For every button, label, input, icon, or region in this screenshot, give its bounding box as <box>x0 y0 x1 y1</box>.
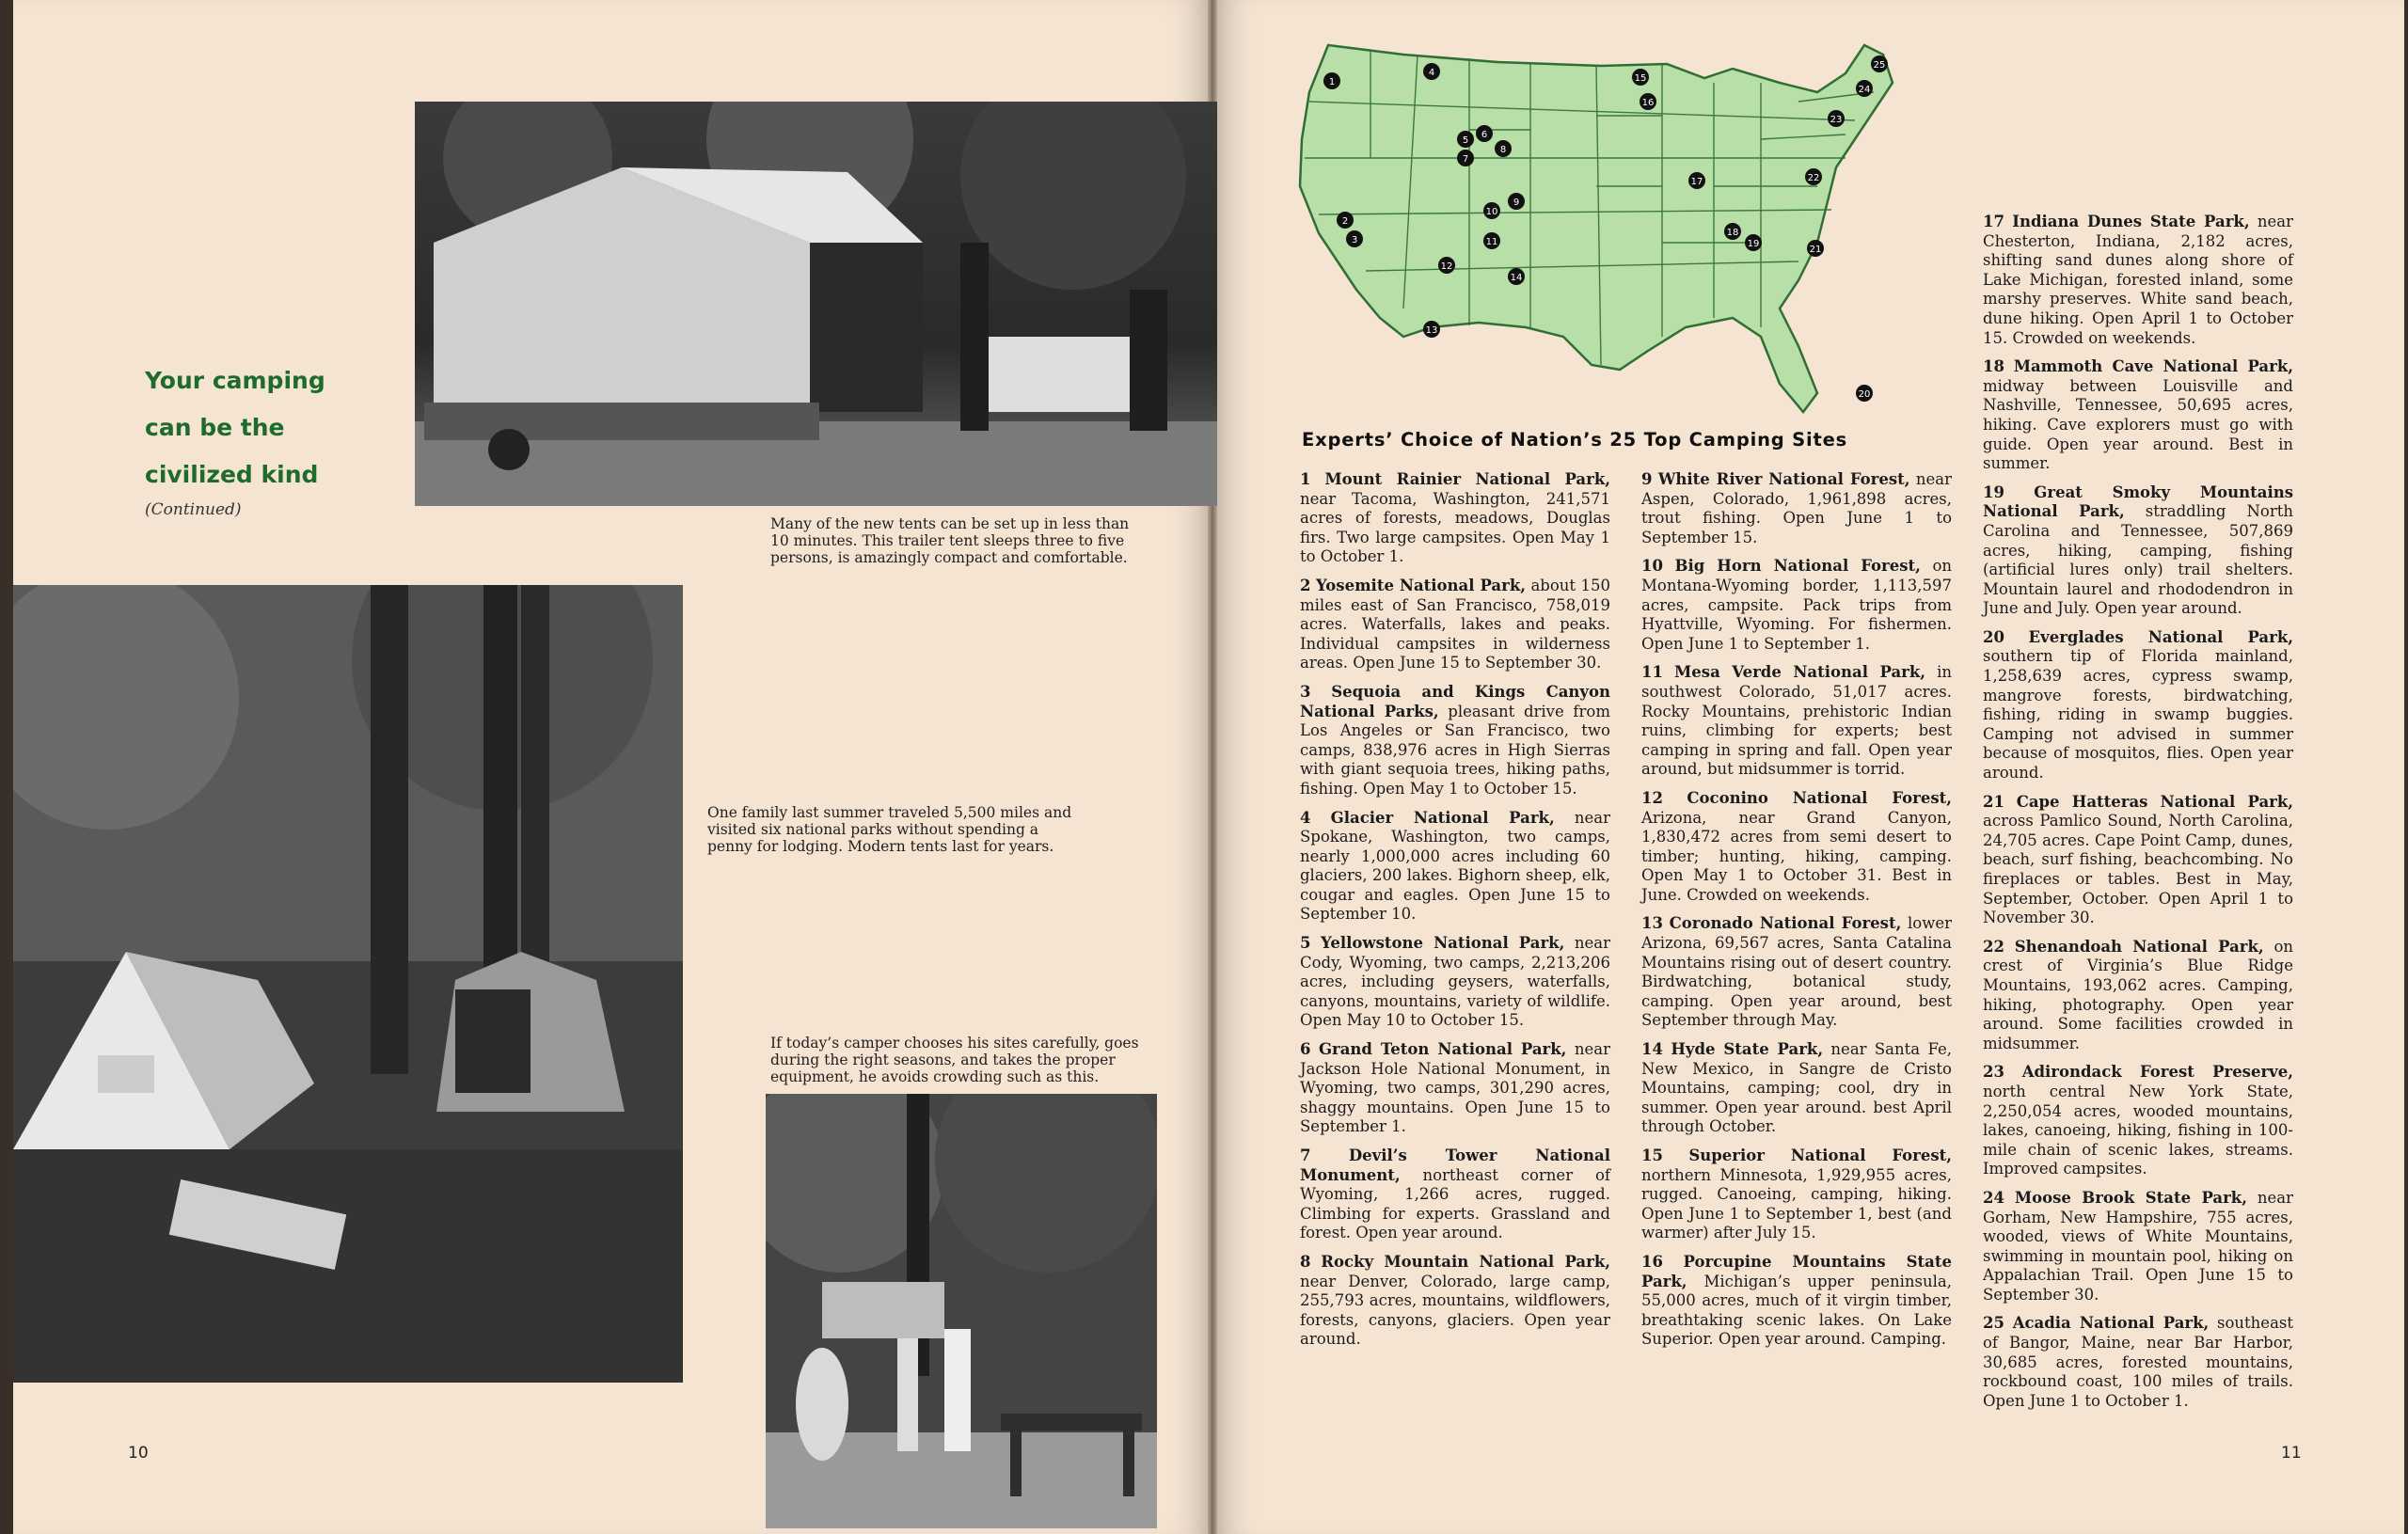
site-entry-10 <box>1641 557 1952 654</box>
site-entry-15 <box>1641 1147 1952 1243</box>
map-marker-10 <box>1483 202 1500 219</box>
site-entry-8 <box>1300 1253 1610 1350</box>
map-marker-3 <box>1346 230 1363 247</box>
map-marker-7 <box>1457 150 1474 166</box>
site-description: near Spokane, Washington, two camps, nearly 1,000,000 acres including 60 glaciers, 200 lakes. Bighorn sheep, elk, cougar and eagles. Open June 15 to September 10. <box>1300 808 1610 924</box>
site-entry-19 <box>1983 483 2293 619</box>
site-description: Arizona, near Grand Canyon, 1,830,472 acres from semi desert to timber; hunting, hiking, camping. Open May 1 to October 31. Best in June. Crowded on weekends. <box>1641 808 1952 904</box>
map-marker-label: 19 <box>1747 239 1760 249</box>
site-number: 11 <box>1641 663 1663 682</box>
headline-line-2: can be the <box>145 414 285 441</box>
map-marker-15 <box>1632 69 1649 86</box>
map-marker-8 <box>1495 140 1512 157</box>
trailer-tent-caption: Many of the new tents can be set up in less than 10 minutes. This trailer tent sleeps three to five persons, is amazingly compact and comfortable. <box>770 515 1130 566</box>
site-number: 6 <box>1300 1040 1311 1059</box>
map-marker-13 <box>1423 321 1440 338</box>
site-number: 5 <box>1300 934 1311 953</box>
site-entry-9 <box>1641 470 1952 547</box>
site-name: Acadia National Park, <box>2012 1314 2210 1333</box>
trailer-tent-photo <box>415 102 1226 506</box>
site-name: Grand Teton National Park, <box>1318 1040 1567 1059</box>
site-description: southern tip of Florida mainland, 1,258,639 acres, cypress swamp, mangrove forests, birdwatching, fishing, riding in swamp buggies. Camping not advised in summer because of mosquitos, flies. Open year around. <box>1983 647 2293 783</box>
map-marker-label: 22 <box>1807 173 1820 183</box>
site-description: Michigan’s upper peninsula, 55,000 acres, much of it virgin timber, breathtaking scenic lakes. On Lake Superior. Open year around. Camping. <box>1641 1272 1952 1349</box>
site-name: Mount Rainier National Park, <box>1324 470 1610 488</box>
site-number: 2 <box>1300 576 1311 594</box>
site-number: 17 <box>1983 213 2004 230</box>
site-entry-3 <box>1300 683 1610 799</box>
site-description: near Cody, Wyoming, two camps, 2,213,206 acres, including geysers, waterfalls, canyons, mountains, variety of wildlife. Open May 10 to October 15. <box>1300 934 1610 1030</box>
site-number: 3 <box>1300 682 1311 701</box>
site-number: 9 <box>1641 470 1653 488</box>
map-marker-label: 5 <box>1462 135 1469 146</box>
map-marker-label: 1 <box>1328 77 1336 87</box>
site-entry-18 <box>1983 357 2293 474</box>
site-name: Great Smoky Mountains National Park, <box>1983 482 2293 521</box>
site-entry-11 <box>1641 663 1952 780</box>
site-entry-5 <box>1300 934 1610 1031</box>
site-description: about 150 miles east of San Francisco, 758,019 acres. Waterfalls, lakes and peaks. Individual campsites in wilderness areas. Open June 15 to September 30. <box>1300 576 1611 672</box>
map-marker-16 <box>1640 93 1656 110</box>
site-number: 16 <box>1641 1252 1663 1271</box>
map-marker-12 <box>1438 257 1455 274</box>
map-marker-label: 9 <box>1513 198 1520 208</box>
site-description: northeast corner of Wyoming, 1,266 acres, rugged. Climbing for experts. Grassland and forest. Open year around. <box>1300 1165 1610 1242</box>
site-number: 18 <box>1983 357 2004 376</box>
site-number: 21 <box>1983 792 2004 811</box>
map-marker-label: 8 <box>1499 145 1507 155</box>
site-number: 1 <box>1300 470 1311 488</box>
map-marker-label: 25 <box>1873 60 1886 71</box>
map-marker-label: 11 <box>1485 237 1498 247</box>
site-name: Big Horn National Forest, <box>1674 557 1921 576</box>
site-entry-22 <box>1983 938 2293 1054</box>
site-description: near Gorham, New Hampshire, 755 acres, wooded, views of White Mountains, swimming in mountain pool, hiking on Appalachian Trail. Open June 15 to September 30. <box>1983 1188 2293 1304</box>
site-name: Moose Brook State Park, <box>2014 1188 2247 1207</box>
site-number: 10 <box>1641 557 1663 576</box>
site-entry-17 <box>1983 213 2293 348</box>
site-number: 15 <box>1641 1147 1663 1164</box>
site-description: northern Minnesota, 1,929,955 acres, rugged. Canoeing, camping, hiking. Open June 1 to September 1, best (and warmer) after July 15. <box>1641 1165 1952 1242</box>
map-marker-2 <box>1337 212 1354 229</box>
map-marker-label: 14 <box>1510 273 1523 283</box>
headline-line-3: civilized kind <box>145 461 319 488</box>
site-number: 12 <box>1641 788 1663 807</box>
article-headline <box>145 357 325 521</box>
section-title: Experts’ Choice of Nation’s 25 Top Camping Sites <box>1302 429 1848 451</box>
map-marker-5 <box>1457 131 1474 148</box>
site-name: Sequoia and Kings Canyon National Parks, <box>1300 682 1610 720</box>
site-description: near Santa Fe, New Mexico, in Sangre de Cristo Mountains, camping; cool, dry in summer. Open year around. best April through October. <box>1641 1040 1953 1136</box>
map-marker-label: 2 <box>1341 216 1349 227</box>
crowded-campsite-photo <box>766 1094 1157 1528</box>
site-name: Yosemite National Park, <box>1315 576 1526 594</box>
site-name: Porcupine Mountains State Park, <box>1641 1252 1952 1290</box>
site-entry-16 <box>1641 1253 1952 1350</box>
site-name: Glacier National Park, <box>1330 808 1555 827</box>
site-name: White River National Forest, <box>1657 470 1910 488</box>
site-description: near Aspen, Colorado, 1,961,898 acres, trout fishing. Open June 1 to September 15. <box>1641 470 1952 546</box>
site-name: Everglades National Park, <box>2028 627 2293 646</box>
site-description: north central New York State, 2,250,054 acres, wooded mountains, lakes, canoeing, hiking, fishing in 100-mile chain of scenic lakes, streams. Improved campsites. <box>1983 1082 2293 1178</box>
site-name: Indiana Dunes State Park, <box>2012 213 2250 230</box>
site-number: 24 <box>1983 1188 2004 1207</box>
sites-column-3 <box>1983 213 2293 1420</box>
map-marker-21 <box>1807 240 1824 257</box>
site-name: Adirondack Forest Preserve, <box>2021 1063 2293 1082</box>
site-entry-23 <box>1983 1063 2293 1179</box>
site-number: 25 <box>1983 1314 2004 1333</box>
page-number-right: 11 <box>2281 1444 2302 1463</box>
site-description: near Jackson Hole National Monument, in Wyoming, two camps, 301,290 acres, shaggy mountains. Open June 15 to September 1. <box>1300 1040 1611 1136</box>
site-name: Rocky Mountain National Park, <box>1321 1252 1610 1271</box>
map-marker-18 <box>1724 223 1741 240</box>
map-marker-label: 4 <box>1428 68 1435 78</box>
site-description: on crest of Virginia’s Blue Ridge Mountains, 193,062 acres. Camping, hiking, photography. Open year around. Some facilities crowded in midsummer. <box>1983 937 2293 1052</box>
site-description: lower Arizona, 69,567 acres, Santa Catalina Mountains rising out of desert country. Birdwatching, botanical study, camping. Open year around, best September through May. <box>1641 914 1952 1030</box>
site-description: pleasant drive from Los Angeles or San Francisco, two camps, 838,976 acres in High Sierras with giant sequoia trees, hiking paths, fishing. Open May 1 to October 15. <box>1300 702 1610 798</box>
site-entry-14 <box>1641 1040 1952 1137</box>
site-number: 19 <box>1983 482 2004 501</box>
headline-line-1: Your camping <box>145 367 325 394</box>
site-name: Coronado National Forest, <box>1669 914 1902 933</box>
site-description: across Pamlico Sound, North Carolina, 24,705 acres. Cape Point Camp, dunes, beach, surf fishing, beachcombing. No fireplaces or tables. Best in May, September, October. Open April 1 to November 30. <box>1983 812 2293 927</box>
site-description: near Tacoma, Washington, 241,571 acres of forests, meadows, Douglas firs. Two large campsites. Open May 1 to October 1. <box>1300 489 1610 566</box>
map-marker-label: 23 <box>1830 115 1843 125</box>
us-camping-sites-map <box>1291 26 1908 421</box>
map-marker-24 <box>1856 80 1873 97</box>
site-description: straddling North Carolina and Tennessee, 507,869 acres, hiking, camping, fishing (artificial lures only) trail shelters. Mountain laurel and rhododendron in June and July. Open year around. <box>1983 502 2293 618</box>
map-marker-label: 16 <box>1641 98 1655 108</box>
site-name: Devil’s Tower National Monument, <box>1300 1147 1610 1184</box>
map-marker-19 <box>1745 234 1762 251</box>
site-number: 8 <box>1300 1252 1311 1271</box>
map-marker-label: 21 <box>1809 245 1822 255</box>
map-marker-25 <box>1871 55 1888 72</box>
crowding-caption: If today’s camper chooses his sites carefully, goes during the right seasons, and takes the proper equipment, he avoids crowding such as this. <box>770 1035 1139 1085</box>
sites-column-2 <box>1641 470 1952 1359</box>
site-description: near Chesterton, Indiana, 2,182 acres, shifting sand dunes along shore of Lake Michigan, forested inland, some marshy preserves. White sand beach, dune hiking. Open April 1 to October 15. Crowded on weekends. <box>1983 213 2293 347</box>
map-marker-1 <box>1323 72 1340 89</box>
map-marker-label: 17 <box>1690 177 1703 187</box>
map-marker-label: 7 <box>1462 154 1469 165</box>
site-entry-21 <box>1983 793 2293 928</box>
site-name: Mammoth Cave National Park, <box>2013 357 2293 376</box>
site-number: 13 <box>1641 914 1663 933</box>
map-marker-label: 20 <box>1858 389 1871 400</box>
family-caption: One family last summer traveled 5,500 miles and visited six national parks without spending a penny for lodging. Modern tents last for years. <box>707 804 1072 855</box>
site-name: Cape Hatteras National Park, <box>2016 792 2294 811</box>
site-number: 7 <box>1300 1147 1311 1164</box>
map-marker-6 <box>1476 125 1493 142</box>
page-number-left: 10 <box>128 1444 149 1463</box>
map-marker-11 <box>1483 232 1500 249</box>
site-number: 22 <box>1983 937 2004 956</box>
site-description: on Montana-Wyoming border, 1,113,597 acres, campsite. Pack trips from Hyattville, Wyoming. For fishermen. Open June 1 to September 1. <box>1641 557 1952 653</box>
site-entry-25 <box>1983 1314 2293 1411</box>
map-marker-label: 15 <box>1634 73 1647 84</box>
map-marker-17 <box>1688 172 1705 189</box>
map-marker-20 <box>1856 385 1873 402</box>
site-entry-1 <box>1300 470 1610 567</box>
site-name: Yellowstone National Park, <box>1321 934 1565 953</box>
site-name: Mesa Verde National Park, <box>1674 663 1926 682</box>
site-entry-2 <box>1300 577 1610 673</box>
site-entry-24 <box>1983 1189 2293 1305</box>
map-marker-label: 24 <box>1858 85 1871 95</box>
site-name: Superior National Forest, <box>1688 1147 1953 1164</box>
site-number: 4 <box>1300 808 1311 827</box>
map-marker-label: 10 <box>1485 207 1498 217</box>
map-marker-label: 3 <box>1351 235 1358 245</box>
map-marker-22 <box>1805 168 1822 185</box>
site-entry-20 <box>1983 628 2293 783</box>
map-marker-label: 12 <box>1440 261 1453 272</box>
site-number: 14 <box>1641 1040 1663 1059</box>
map-marker-4 <box>1423 63 1440 80</box>
sites-column-1 <box>1300 470 1610 1359</box>
site-entry-6 <box>1300 1040 1610 1137</box>
site-name: Coconino National Forest, <box>1687 788 1953 807</box>
map-marker-label: 18 <box>1726 228 1739 238</box>
site-description: in southwest Colorado, 51,017 acres. Rocky Mountains, prehistoric Indian ruins, climbing for experts; best camping in spring and fall. Open year around, but midsummer is torrid. <box>1641 663 1952 779</box>
map-marker-23 <box>1828 110 1845 127</box>
site-description: near Denver, Colorado, large camp, 255,793 acres, mountains, wildflowers, forests, canyons, glaciers. Open year around. <box>1300 1272 1610 1349</box>
map-marker-14 <box>1508 268 1525 285</box>
site-entry-12 <box>1641 789 1952 906</box>
map-marker-9 <box>1508 193 1525 210</box>
site-number: 20 <box>1983 627 2004 646</box>
site-number: 23 <box>1983 1063 2004 1082</box>
site-name: Shenandoah National Park, <box>2014 937 2264 956</box>
site-entry-13 <box>1641 914 1952 1031</box>
site-description: midway between Louisville and Nashville, Tennessee, 50,695 acres, hiking. Cave explorers must go with guide. Open year around. Best in summer. <box>1983 376 2293 473</box>
site-entry-7 <box>1300 1147 1610 1243</box>
map-marker-label: 6 <box>1481 130 1488 140</box>
family-camp-photo <box>13 585 683 1383</box>
map-marker-label: 13 <box>1425 325 1438 336</box>
site-description: southeast of Bangor, Maine, near Bar Harbor, 30,685 acres, forested mountains, rockbound coast, 100 miles of trails. Open June 1 to October 1. <box>1983 1314 2294 1410</box>
site-name: Hyde State Park, <box>1671 1040 1824 1059</box>
continued-note: (Continued) <box>145 500 242 519</box>
site-entry-4 <box>1300 809 1610 925</box>
left-page <box>13 0 1208 1534</box>
